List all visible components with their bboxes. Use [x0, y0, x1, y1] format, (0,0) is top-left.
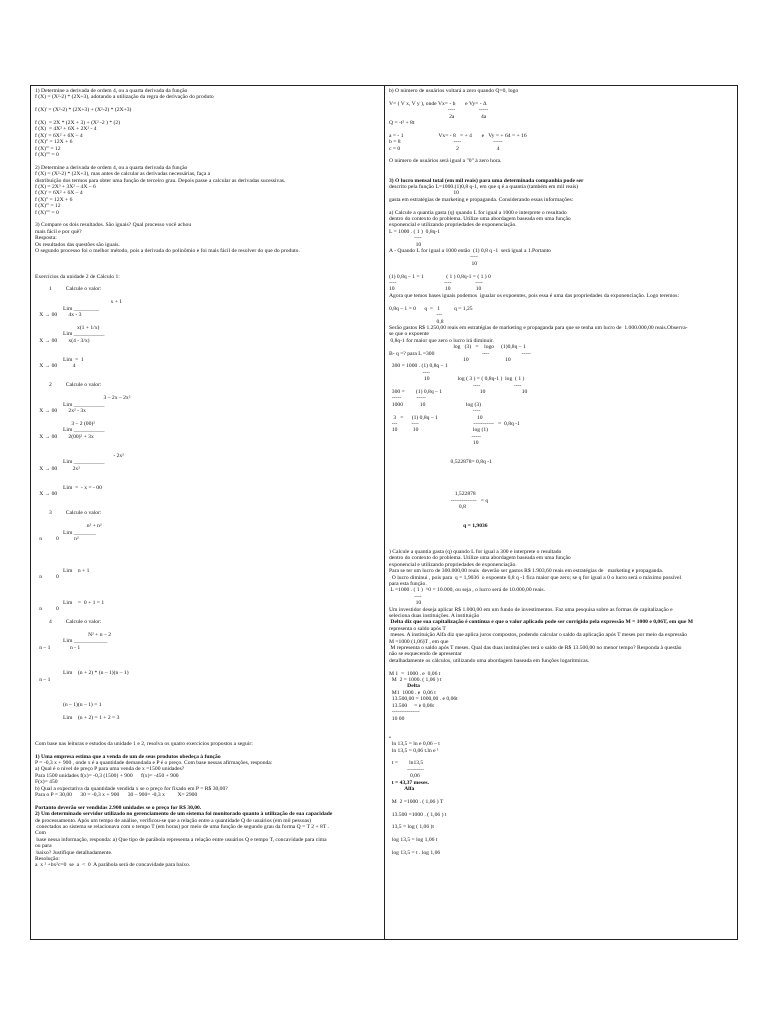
text-line: 2) Um determinado servidor utilizado no gerenciamento de um sistema foi monitorado quanto à utilização de sua capacidade: [35, 811, 333, 818]
text-line: f (X)' = (X²-2) * (2X+3) + (X²-2) * (2X+3): [35, 107, 132, 114]
text-line: ln 13,5 = ln e 0,06 – t: [389, 741, 440, 748]
text-line: Delta: [389, 683, 420, 690]
text-line: f (X) = (X²-2) * (2X+3), adotando a utilização da regra de derivação do produto: [35, 94, 214, 101]
text-line: F(x)= 450: [35, 779, 58, 786]
text-line: 1) Uma empresa estima que a venda de um de seus produtos obedeça à função: [35, 753, 221, 760]
text-line: 3 – 2x – 2x²: [35, 395, 131, 402]
text-line: t = 43,37 meses.: [389, 779, 430, 786]
text-line: L = 1000 . ( 1 ) 0,8q-1: [389, 228, 441, 235]
text-line: x + 1: [35, 299, 123, 306]
text-line: O número de usuários será igual a "0" à zero hora.: [389, 158, 502, 165]
text-line: O segundo processo foi o melhor método, pois a derivada do polinômio e foi mais fácil de resolver do que do produto.: [35, 248, 300, 255]
text-line: x(1 + 1/x): [35, 324, 100, 331]
text-line: t = ln13,5: [389, 760, 424, 767]
text-line: 10: [389, 440, 479, 447]
text-line: base nessa informação, responda: a) Que tipo de parábola representa a relação entre usuários Q e tempo T, concavidade para cima: [35, 836, 327, 843]
text-line: f (X)' = 6X² + 6X – 4: [35, 190, 83, 197]
text-line: detalhadamente os cálculos, utilizando uma abordagem baseada em funções logarítmicas.: [389, 657, 590, 664]
text-line: ----: [389, 369, 431, 376]
text-line: log (3) = logo (1)0,8q – 1: [389, 344, 526, 351]
text-line: log 13,5 = t . log 1,06: [389, 849, 441, 856]
text-line: 10 10 10: [389, 286, 482, 293]
text-line: 10 log ( 3 ) = ( 0,8q-1 ) log ( 1 ): [389, 376, 525, 383]
text-line: (1) 0,8q – 1 = 1 ( 1 ) 0,8q-1 = ( 1 ) 0: [389, 273, 491, 280]
text-line: Lim n + 1: [35, 568, 90, 575]
text-line: 0,8: [389, 318, 444, 325]
text-line: Resposta:: [35, 235, 57, 242]
left-column: [31, 86, 385, 939]
text-line: Lim ___________: [35, 459, 105, 466]
text-line: de processamento. Após um tempo de análise, verificou-se que a relação entre a quantidade Q de usuários (em mil pessoas): [35, 817, 312, 824]
text-line: 2a 4a: [389, 113, 487, 120]
text-line: 3 = (1) 0,8q – 1 10: [389, 414, 483, 421]
text-line: Os resultados das questões são iguais.: [35, 241, 120, 248]
text-line: b) Qual a expectativa da quantidade vendida x se o preço for fixado em P = R$ 30,00?: [35, 785, 228, 792]
text-line: descrito pela função L=1000.(1)0,8 q-1, em que q é a quantia (também em mil reais): [389, 184, 579, 191]
text-line: 0,06: [389, 773, 420, 780]
text-line: n² + n²: [35, 523, 102, 530]
text-line: 10 10 log (1): [389, 427, 488, 434]
text-line: Lim = - x = - 00: [35, 484, 102, 491]
text-line: 10: [389, 600, 422, 607]
text-line: n – 1: [35, 676, 51, 683]
text-line: 10: [389, 260, 478, 267]
text-line: Com: [35, 830, 46, 837]
text-line: Para 1500 unidades f(x)= -0,3 (1500) + 900 f(x)= -450 + 900: [35, 772, 179, 779]
text-line: meses. A instituição Alfa diz que aplica juros compostos, podendo calcular o saldo da aplicação após T meses por meio da expressão: [389, 632, 688, 639]
text-line: X → 00: [35, 491, 58, 498]
text-line: ---- -----: [389, 107, 489, 114]
text-line: ----- -----: [389, 395, 426, 402]
text-line: L =1000 . ( 1 ) ^0 = 10.000, ou seja , o lucro será de 10.000,00 reais.: [389, 587, 545, 594]
text-line: Agora que temos bases iguais podemos igualar os expoentes, pois essa é uma das propriedades da exponenciação. Logo teremos:: [389, 292, 680, 299]
text-line: 0,8: [389, 504, 466, 511]
text-line: ln 13,5 = 0,06 t.ln e ¹: [389, 747, 439, 754]
text-line: n 0: [35, 574, 59, 581]
text-line: f (X) = (X²-2) * (2X+3), mas antes de calcular as derivadas necessárias, faça a: [35, 171, 211, 178]
text-line: 0,8q-1 for maior que zero o lucro irá diminuir.: [389, 337, 494, 344]
text-line: 3) Compare os dois resultados. São iguais? Qual processo você achou: [35, 222, 192, 229]
text-line: a x ² +bx²c=0 se a < 0 A parábola será de concavidade para baixo.: [35, 862, 191, 869]
text-line: 1000 10 log (3): [389, 401, 481, 408]
text-line: n 0 n²: [35, 536, 79, 543]
text-line: O lucro diminui , pois para q = 1,9036 o expoente 0,8 q -1 fica maior que zero; se q for igual a 0 o lucro será o máximo possível: [389, 574, 682, 581]
text-line: Portanto deverão ser vendidas 2.900 unidades se o preço for R$ 30,00.: [35, 804, 202, 811]
text-line: f (X)''' = 12: [35, 203, 61, 210]
text-line: Delta diz que sua capitalização é contínua e que o valor aplicado pode ser corrigido pela expressão M = 1000 e 0,06T, em que M: [389, 619, 694, 626]
text-line: 1,522878: [389, 491, 476, 498]
text-line: 10: [389, 241, 422, 248]
text-line: f (X) = 2X * (2X + 3) + (X² -2 ) * (2): [35, 120, 121, 126]
text-line: 3 Calcule o valor:: [35, 510, 102, 517]
text-line: Lim ___________: [35, 331, 105, 338]
text-line: Lim ____________: [35, 638, 108, 645]
text-line: mais fácil e por quê?: [35, 228, 82, 235]
text-line: M =1000 (1,06)T , em que: [389, 638, 449, 645]
text-line: ---------: [389, 766, 424, 773]
text-line: ----: [389, 254, 478, 261]
text-line: Serão gastos R$ 1.250,00 reais em estratégias de marketing e propaganda para que se tenha um lucro de 1.000.000,00 reais.Observa-: [389, 324, 688, 331]
text-line: Lim = 0 + 1 = 1: [35, 600, 105, 607]
text-line: a = - 1 Vx= - 8 = + 4 e Vy = + 64 = + 16: [389, 132, 527, 139]
text-line: f (X)' = 6X² + 6X – 4: [35, 132, 83, 139]
text-line: 0,522878= 0,8q -1: [389, 459, 492, 466]
text-line: f (X) = 4X² + 6X + 2X² - 4: [35, 126, 97, 133]
text-line: Q = -t² + 8t: [389, 120, 415, 127]
text-line: 13.500 =1000 . ( 1,06 ) t: [389, 811, 447, 818]
text-line: f (X)'''' = 0: [35, 152, 59, 159]
text-line: ---------------: [389, 709, 420, 716]
text-line: 4 Calcule o valor:: [35, 619, 102, 626]
text-line: X → 00 4x - 3: [35, 312, 82, 319]
text-line: não se esquecendo de apresentar: [389, 651, 462, 658]
text-line: Para se ter um lucro de 300.000,00 reais deverão ser gastos R$ 1.903,60 reais em estratégias de marketing e propaganda.: [389, 568, 664, 575]
text-line: 2) Determine a derivada de ordem 4, ou a quarta derivada da função: [35, 164, 188, 171]
text-line: 3 – 2 (00)²: [35, 420, 95, 427]
text-line: X → 00 2x²: [35, 465, 80, 472]
text-line: 300 = 1000 . (1) 0,8q – 1: [389, 363, 448, 370]
text-line: b) O número de usuários voltará a zero quando Q=0, logo: [389, 88, 519, 94]
text-line: f (X)'''' = 0: [35, 209, 59, 216]
text-line: Um investidor deseja aplicar R$ 1.000,00 em um fundo de investimentos. Faz uma pesquisa sobre as formas de capitalização e: [389, 606, 673, 613]
text-line: Lim ________: [35, 529, 97, 536]
text-line: dentro do contexto do problema. Utilize uma abordagem baseada em uma função: [389, 555, 571, 562]
text-line: P = -0,3 x + 900 , onde x é a quantidade demandada e P é o preço. Com base nessas afirmações, responda:: [35, 759, 273, 766]
text-line: c = 0 2 4: [389, 145, 500, 152]
text-line: Lim _________: [35, 305, 99, 312]
text-line: Alfa: [389, 785, 415, 792]
text-line: 10 00: [389, 715, 405, 722]
text-line: --- ---- ----------- = 0,8q -1: [389, 421, 520, 427]
text-line: dentro do contexto do problema. Utilize uma abordagem baseada em uma função: [389, 216, 571, 223]
text-line: (n – 1)(n – 1) = 1: [35, 702, 102, 709]
text-line: exponencial e utilizando propriedades de exponenciação.: [389, 222, 517, 229]
text-line: X → 00 4: [35, 363, 76, 370]
text-line: Lim ___________: [35, 401, 105, 408]
text-line: Lim = 1: [35, 356, 84, 363]
text-line: Exercícios da unidade 2 de Cálculo 1:: [35, 273, 120, 280]
text-line: exponencial e utilizando propriedades de exponenciação.: [389, 561, 517, 568]
text-line: Lim ___________: [35, 427, 105, 434]
text-line: ---- ----: [389, 382, 522, 389]
text-line: N² + n – 2: [35, 632, 111, 639]
text-line: a) Calcule a quantia gasta (q) quando L for igual a 1000 e interprete o resultado: [389, 209, 567, 216]
text-line: Com base nas leituras e estudos da unidade 1 e 2, resolva os quatro exercícios propostos a seguir:: [35, 740, 253, 747]
text-line: V= ( V x, V y ), onde Vx= - b e Vy= - Δ: [389, 100, 487, 107]
text-line: Lim (n + 2) * (n – 1)(n – 1): [35, 670, 129, 677]
text-line: 13.500,00 = 1000,00 . e 0,06t: [389, 696, 458, 703]
text-line: f (X) = 2X³ + 3X² – 4X – 6: [35, 184, 96, 191]
text-line: M 2 = 1000. ( 1,06 ) t: [389, 677, 442, 684]
text-line: n 0: [35, 606, 59, 613]
text-line: 10: [389, 190, 459, 197]
text-line: log 13,5 = log 1,06 t: [389, 837, 438, 844]
text-line: b = 8 ---- -----: [389, 139, 503, 146]
text-line: 3) O lucro mensal total (em mil reais) para uma determinada companhia pode ser: [389, 177, 584, 184]
text-line: •: [389, 734, 391, 741]
text-line: Resolução:: [35, 856, 60, 863]
text-line: a) Qual é o nível de preço P para uma venda de x =1500 unidades?: [35, 766, 185, 773]
text-line: 1) Determine a derivada de ordem 4, ou a quarta derivada da função: [35, 88, 188, 94]
text-line: 1 Calcule o valor:: [35, 286, 102, 293]
text-line: ---: [389, 312, 443, 319]
text-line: -------------- = q: [389, 497, 489, 504]
text-line: ----: [389, 593, 422, 600]
text-line: A - Quando L for igual a 1000 então (1) 0,8 q -1 será igual a 1.Portanto: [389, 248, 551, 255]
text-line: 13.500 = e 0,06t: [389, 702, 434, 709]
document-page: [30, 85, 738, 940]
text-line: M representa o saldo após T meses. Qual das duas instituições terá o saldo de R$ 13.500,00 no menor tempo? Responda à questão: [389, 645, 682, 652]
text-line: 10 10: [389, 356, 511, 363]
text-line: n – 1 n - 1: [35, 644, 81, 651]
text-line: Lim (n + 2) = 1 + 2 = 3: [35, 715, 120, 722]
text-line: X → 00 x(4 - 3/x): [35, 337, 90, 344]
text-line: f (X)'' = 12X + 6: [35, 196, 73, 203]
text-line: Para o P = 30,00 30 = -0,3 x + 900 30 – 900= -0,3 x X= 2900: [35, 792, 198, 799]
text-line: -----: [389, 433, 481, 440]
text-line: 300 = (1) 0,8q – 1 10 10: [389, 388, 528, 395]
text-line: X → 00 2x² - 3x: [35, 408, 86, 415]
text-line: 13,5 = log ( 1,06 )t: [389, 824, 434, 831]
text-line: ----: [389, 408, 481, 415]
text-line: conectados ao sistema se relacionava com o tempo T (em horas) por meio de uma função de segundo grau da forma Q = T 2 + 8T .: [35, 824, 329, 831]
text-line: M1 1000 . e 0,06 t: [389, 689, 436, 696]
text-line: M 2 =1000 . ( 1,06 ) T: [389, 798, 444, 805]
text-line: B- q =? para L =300 ---- -----: [389, 350, 531, 357]
text-line: distribuição dos termos para obter uma função de terceiro grau. Depois passe a calcular as derivadas sucessivas.: [35, 177, 286, 184]
text-line: representa o saldo após T: [389, 625, 446, 632]
text-line: q = 1,9036: [389, 523, 488, 530]
text-line: ----: [389, 235, 422, 242]
text-line: - 2x²: [35, 452, 124, 459]
text-line: 0,8q – 1 = 0 q = 1 q = 1,25: [389, 305, 473, 312]
text-line: ---- ---- ----: [389, 280, 483, 287]
text-line: M 1 = 1000 . e 0,06 t: [389, 670, 441, 677]
text-line: X → 00 2(00)² + 3x: [35, 433, 94, 440]
right-column: [385, 86, 737, 939]
text-line: baixo? Justifique detalhadamente.: [35, 849, 113, 856]
text-line: se que o expoente: [389, 331, 429, 338]
text-line: 2 Calcule o valor:: [35, 382, 102, 389]
text-line: ou para: [35, 843, 52, 850]
text-line: f (X)''' = 12: [35, 145, 61, 152]
text-line: ) Calcule a quantia gasta (q) quando L for igual a 300 e interprete o resultado: [389, 548, 562, 555]
text-line: f (X)'' = 12X + 6: [35, 139, 73, 146]
text-line: seleciona duas instituições. A instituição: [389, 613, 480, 620]
text-line: para esta função.: [389, 580, 427, 587]
text-line: gasta em estratégias de marketing e propaganda. Considerando essas informações:: [389, 196, 574, 203]
